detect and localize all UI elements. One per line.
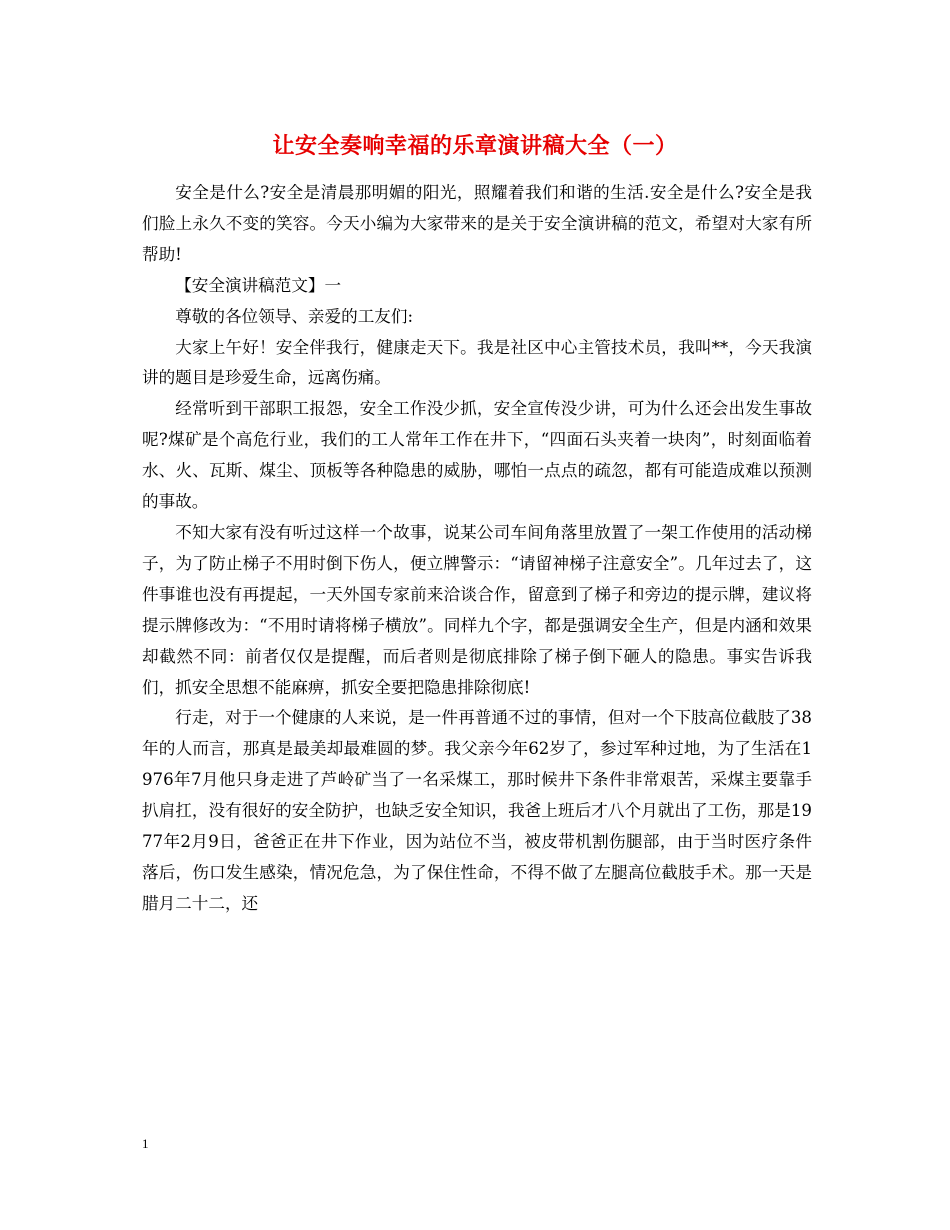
paragraph-intro: 安全是什么?安全是清晨那明媚的阳光，照耀着我们和谐的生活.安全是什么?安全是我们脸上永久不变的笑容。今天小编为大家带来的是关于安全演讲稿的范文，希望对大家有所帮助! xyxy=(142,183,812,264)
paragraph-father-story: 行走，对于一个健康的人来说，是一件再普通不过的事情，但对一个下肢高位截肢了38年的人而言，那真是最美却最难圆的梦。我父亲今年62岁了，参过军种过地，为了生活在1976年7月他只身走进了芦岭矿当了一名采煤工，那时候井下条件非常艰苦，采煤主要靠手扒肩扛，没有很好的安全防护，也缺乏安全知识，我爸上班后才八个月就出了工伤，那是1977年2月9日，爸爸正在井下作业，因为站位不当，被皮带机割伤腿部，由于当时医疗条件落后，伤口发生感染，情况危急，为了保住性命，不得不做了左腿高位截肢手术。那一天是腊月二十二，还 xyxy=(142,708,812,913)
document-body xyxy=(142,178,812,920)
paragraph-complaints: 经常听到干部职工报怨，安全工作没少抓，安全宣传没少讲，可为什么还会出发生事故呢?煤矿是个高危行业，我们的工人常年工作在井下，“四面石头夹着一块肉”，时刻面临着水、火、瓦斯、煤尘、顶板等各种隐患的威胁，哪怕一点点的疏忽，都有可能造成难以预测的事故。 xyxy=(142,399,812,512)
paragraph-ladder-story: 不知大家有没有听过这样一个故事，说某公司车间角落里放置了一架工作使用的活动梯子，为了防止梯子不用时倒下伤人，便立牌警示：“请留神梯子注意安全”。几年过去了，这件事谁也没有再提起，一天外国专家前来洽谈合作，留意到了梯子和旁边的提示牌，建议将提示牌修改为：“不用时请将梯子横放”。同样九个字，都是强调安全生产，但是内涵和效果却截然不同：前者仅仅是提醒，而后者则是彻底排除了梯子倒下砸人的隐患。事实告诉我们，抓安全思想不能麻痹，抓安全要把隐患排除彻底! xyxy=(142,522,812,697)
paragraph-salutation: 尊敬的各位领导、亲爱的工友们: xyxy=(175,306,414,326)
paragraph-section-heading: 【安全演讲稿范文】一 xyxy=(175,275,342,295)
paragraph-greeting: 大家上午好！安全伴我行，健康走天下。我是社区中心主管技术员，我叫**，今天我演讲的题目是珍爱生命，远离伤痛。 xyxy=(142,337,812,388)
page-number: 1 xyxy=(142,1136,149,1151)
document-title: 让安全奏响幸福的乐章演讲稿大全（一） xyxy=(272,134,678,159)
